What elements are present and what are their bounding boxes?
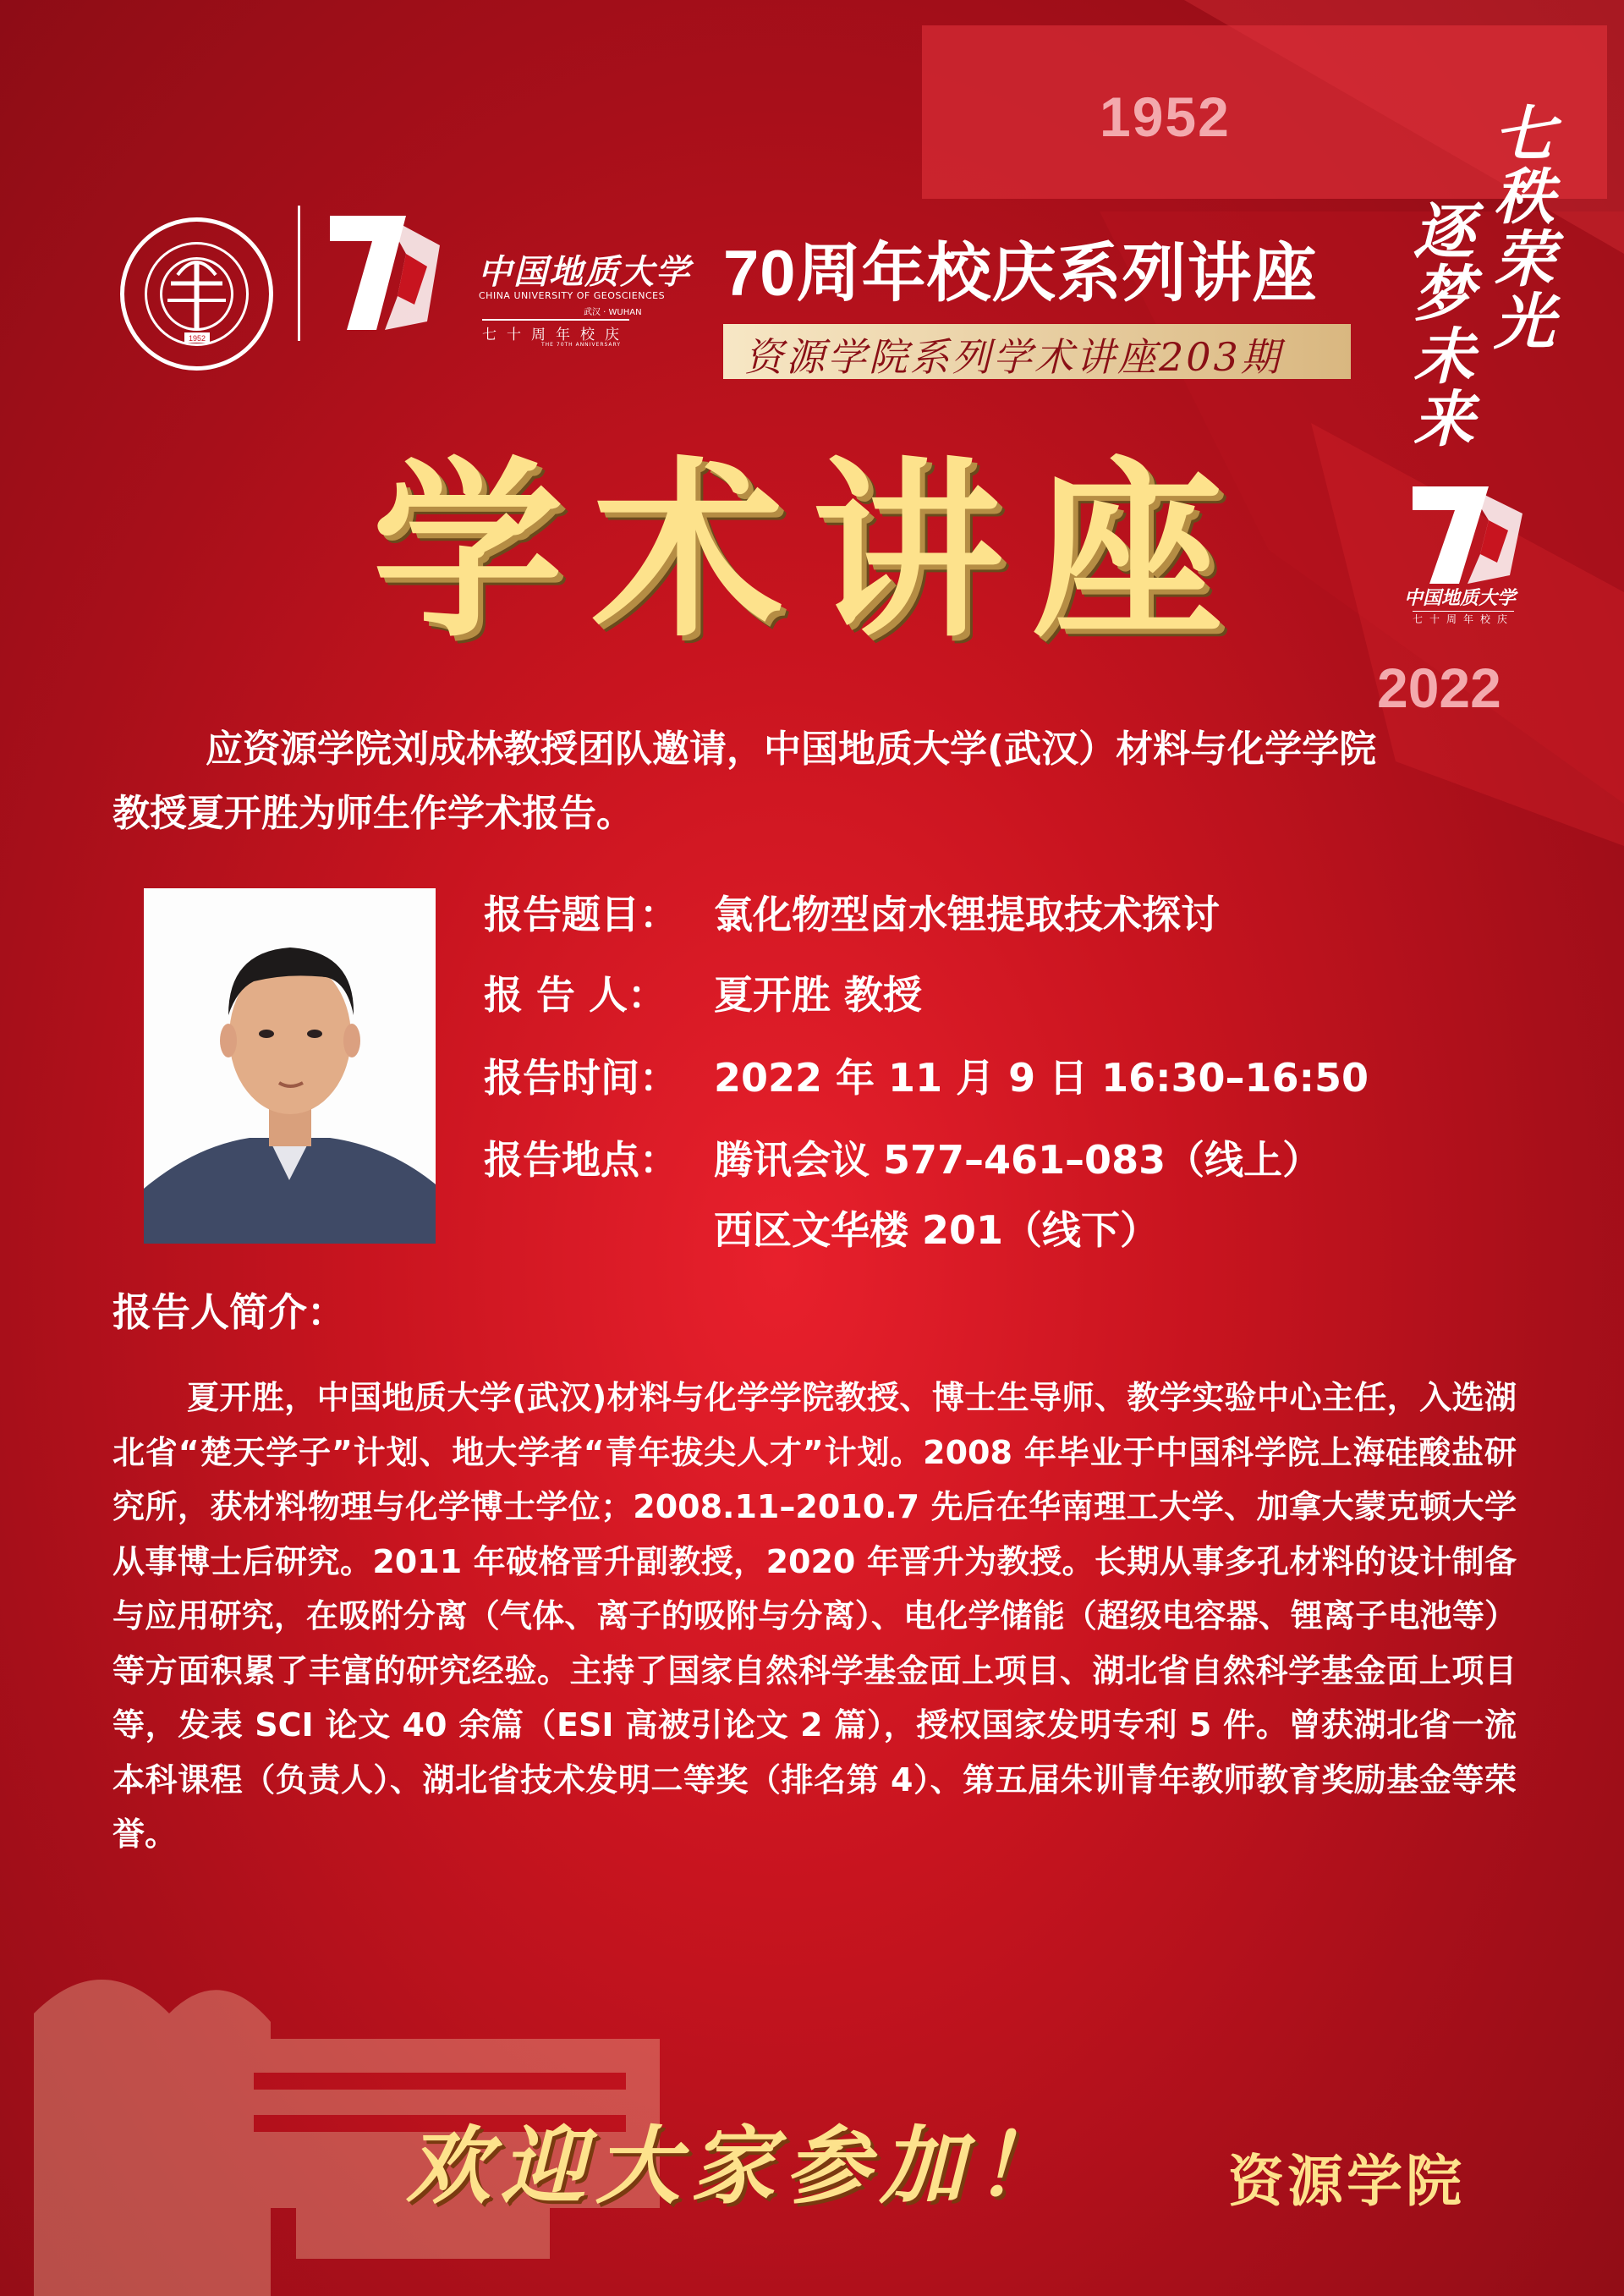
logo-divider (298, 206, 300, 341)
university-name-en: CHINA UNIVERSITY OF GEOSCIENCES (479, 290, 666, 301)
year-start: 1952 (1100, 85, 1231, 148)
welcome-message: 欢迎大家参加！ (406, 2116, 1069, 2216)
university-name-cn: 中国地质大学 (478, 252, 691, 292)
anniversary-70-small-logo-icon (1408, 478, 1527, 588)
info-row-title (484, 884, 1220, 940)
place-label: 报告地点： (484, 1137, 678, 1183)
main-title: 学术讲座 (372, 441, 1253, 663)
bio-paragraph: 夏开胜，中国地质大学(武汉)材料与化学学院教授、博士生导师、教学实验中心主任，入选湖北省“楚天学子”计划、地大学者“青年拔尖人才”计划。2008 年毕业于中国科学院上海硅酸盐研究所，获材料物理与化学博士学位；2008.11–2010.7 先后在华南理工大学、加拿大蒙克顿大学从事博士后研究。2011 年破格晋升副教授，2020 年晋升为教授。长期从事多孔材料的设计制备与应用研究，在吸附分离（气体、离子的吸附与分离）、电化学储能（超级电容器、锂离子电池等）等方面积累了丰富的研究经验。主持了国家自然科学基金面上项目、湖北省自然科学基金面上项目等，发表 SCI 论文 40 余篇（ESI 高被引论文 2 篇），授权国家发明专利 5 件。曾获湖北省一流本科课程（负责人）、湖北省技术发明二等奖（排名第 4）、第五届朱训青年教师教育奖励基金等荣誉。 (112, 1379, 1517, 1853)
anniversary-label-cn: 七十周年校庆 (482, 319, 629, 343)
motto-calligraphy (1403, 102, 1561, 457)
place-value-offline: 西区文华楼 201（线下） (714, 1207, 1160, 1253)
place-value-online: 腾讯会议 577–461–083（线上） (714, 1137, 1322, 1183)
anniversary-label-en: THE 70TH ANNIVERSARY (541, 342, 621, 348)
speaker-photo (144, 888, 436, 1244)
info-row-speaker (484, 964, 922, 1020)
info-row-time (484, 1047, 1369, 1103)
info-row-place (484, 1129, 1321, 1185)
university-city: 武汉 · WUHAN (584, 308, 642, 317)
series-subtitle: 资源学院系列学术讲座203期 (744, 334, 1282, 380)
year-end: 2022 (1377, 656, 1501, 719)
speaker-portrait-image (144, 888, 436, 1244)
small-logo-anniversary: 七十周年校庆 (1413, 611, 1514, 626)
time-label: 报告时间： (484, 1055, 678, 1101)
title-value: 氯化物型卤水锂提取技术探讨 (714, 892, 1220, 937)
motto-column-left: 逐梦未来 (1403, 199, 1475, 449)
series-title: 70周年校庆系列讲座 (723, 238, 1318, 310)
university-seal-icon (118, 216, 275, 372)
motto-column-right: 七秩荣光 (1484, 102, 1555, 352)
intro-paragraph: 应资源学院刘成林教授团队邀请，中国地质大学(武汉）材料与化学学院教授夏开胜为师生作学术报告。 (112, 728, 1377, 835)
speaker-label: 报 告 人： (484, 972, 667, 1018)
speaker-value: 夏开胜 教授 (714, 972, 923, 1018)
anniversary-70-logo-icon (326, 203, 444, 338)
title-label: 报告题目： (484, 892, 678, 937)
time-value: 2022 年 11 月 9 日 16:30–16:50 (714, 1055, 1369, 1101)
organizer-name: 资源学院 (1228, 2148, 1465, 2214)
small-logo-university-cn: 中国地质大学 (1404, 587, 1517, 609)
seal-year-text: 1952 (188, 334, 206, 343)
bio-heading: 报告人简介： (112, 1289, 346, 1335)
